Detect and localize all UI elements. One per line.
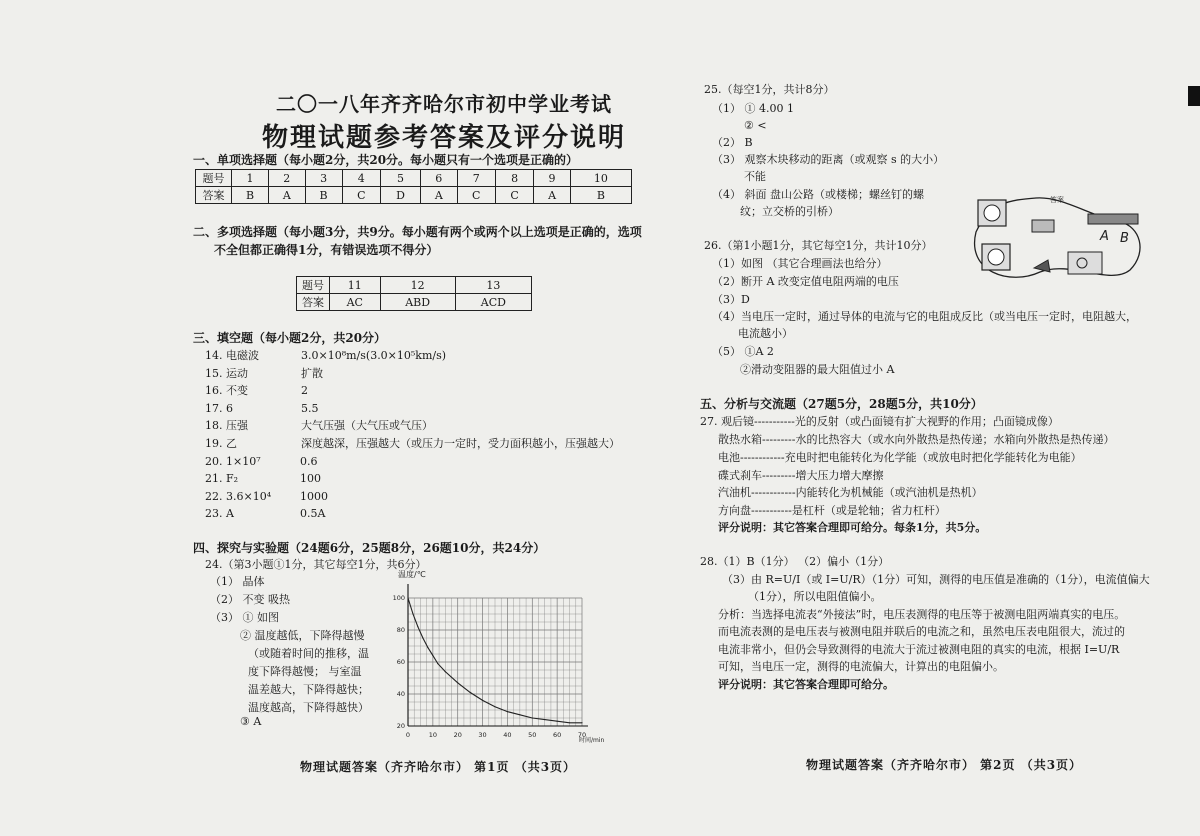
y-tick-label: 100: [392, 594, 405, 602]
table-cell: B: [232, 187, 269, 204]
table-cell: C: [495, 187, 533, 204]
curve-point: [417, 626, 418, 627]
circuit-diagram: [970, 188, 1150, 288]
q26-line: 电流越小）: [738, 327, 793, 340]
curve-point: [445, 671, 446, 672]
q28-line: 可知，当电压一定，测得的电流偏大，计算出的电阻偏小。: [718, 660, 1004, 673]
x-tick-label: 70: [577, 731, 587, 739]
q28-line: 而电流表测的是电压表与被测电阻并联后的电流之和，虽然电压表电阻很大，流过的: [718, 625, 1125, 638]
x-tick-label: 50: [528, 731, 537, 739]
terminal-b-label: B: [1120, 231, 1129, 246]
table-row: [297, 277, 532, 294]
q24-line: （3） ① 如图: [210, 611, 279, 624]
fill-blank-answer: 大气压强（大气压或气压）: [301, 419, 433, 433]
q24-line: 温度越高，下降得越快）: [248, 701, 369, 714]
x-axis-label: 时间/min: [579, 737, 605, 744]
rheostat-icon: [1088, 214, 1138, 224]
x-tick-label: 40: [503, 731, 512, 739]
x-tick-label: 60: [553, 731, 562, 739]
curve-point: [457, 682, 458, 683]
curve-point: [569, 722, 570, 723]
curve-point: [557, 721, 558, 722]
table-cell: B: [305, 187, 342, 204]
table-row: [196, 187, 632, 204]
table-cell: 答案: [297, 294, 330, 311]
section2-heading-line2: 不全但都正确得1分，有错误选项不得分）: [214, 243, 439, 257]
y-tick-label: 20: [396, 722, 405, 730]
fill-blank-number: 14. 电磁波: [205, 349, 259, 362]
right-page: [600, 0, 1200, 836]
q24-line: ③ A: [240, 715, 262, 728]
answer-key-title: 物理试题参考答案及评分说明: [262, 123, 627, 153]
q24-line: 温差越大，下降得越快；: [248, 683, 369, 696]
q26-line: ②滑动变阻器的最大阻值过小 A: [740, 363, 895, 376]
curve-point: [494, 706, 495, 707]
right-page-footer: 物理试题答案（齐齐哈尔市） 第2页 （共3页）: [806, 758, 1083, 772]
section5-heading: 五、分析与交流题（27题5分，28题5分，共10分）: [700, 397, 983, 411]
switch-icon: [1034, 260, 1050, 272]
q27-line: 方向盘-----------是杠杆（或是轮轴；省力杠杆）: [718, 504, 946, 517]
table-cell: 题号: [297, 277, 330, 294]
q24-line: 度下降得越慢； 与室温: [248, 665, 362, 678]
curve-point: [532, 717, 533, 718]
section2-heading-line1: 二、多项选择题（每小题3分，共9分。每小题有两个或两个以上选项是正确的，选项: [193, 225, 642, 239]
curve-point: [422, 637, 423, 638]
fill-blank-number: 23. A: [205, 507, 234, 521]
fill-blank-answer: 1000: [300, 489, 328, 503]
cooling-curve-chart: [386, 568, 605, 748]
table-cell: 12: [380, 277, 455, 294]
q27-line: 散热水箱---------水的比热容大（或水向外散热是热传递；水箱向外散热是热传递）: [718, 433, 1115, 446]
ammeter-dial: [984, 205, 1000, 221]
q24-line: （2） 不变 吸热: [210, 593, 290, 606]
fill-blank-answer: 0.6: [300, 454, 318, 468]
q25-line: ② <: [744, 119, 767, 132]
voltmeter-dial: [988, 249, 1004, 265]
x-tick-label: 30: [478, 731, 487, 739]
curve-point: [412, 613, 413, 614]
q27-line: 电池------------充电时把电能转化为化学能（或放电时把化学能转化为电能）: [718, 451, 1082, 464]
q27-line: 27. 观后镜-----------光的反射（或凸面镜有扩大视野的作用；凸面镜成像）: [700, 415, 1059, 428]
table-cell: C: [457, 187, 495, 204]
resistor-icon: [1032, 220, 1054, 232]
y-tick-label: 60: [396, 658, 405, 666]
section1-heading: 一、单项选择题（每小题2分，共20分。每小题只有一个选项是正确的）: [193, 153, 579, 167]
curve-point: [482, 700, 483, 701]
power-supply-icon: [1068, 252, 1102, 274]
q27-line: 碟式刹车---------增大压力增大摩擦: [718, 469, 884, 482]
q27-line: 汽油机------------内能转化为机械能（或汽油机是热机）: [718, 486, 983, 499]
table-cell: 题号: [196, 170, 232, 187]
fill-blank-answer: 深度越深，压强越大（或压力一定时，受力面积越小，压强越大）: [301, 437, 620, 450]
q25-line: （1） ① 4.00 1: [712, 102, 794, 115]
q26-line: （1）如图 （其它合理画法也给分）: [712, 257, 888, 270]
q24-line: （或随着时间的推移，温: [248, 647, 369, 660]
curve-point: [437, 663, 438, 664]
q26-line: （5） ①A 2: [712, 345, 774, 358]
chart-axes: [408, 584, 588, 726]
q28-line: 分析：当选择电流表“外接法”时，电压表测得的电压等于被测电阻两端真实的电压。: [718, 608, 1126, 621]
q24-line: （1） 晶体: [210, 575, 265, 588]
section4-heading: 四、探究与实验题（24题6分，25题8分，26题10分，共24分）: [193, 541, 546, 555]
table-cell: ACD: [455, 294, 531, 311]
q25-line: 不能: [744, 170, 766, 183]
table-cell: 答案: [196, 187, 232, 204]
fill-blank-number: 21. F₂: [205, 472, 239, 486]
terminal-a-label: A: [1100, 229, 1109, 244]
q26-line: （3）D: [712, 293, 750, 306]
curve-point: [432, 655, 433, 656]
q24-line: ② 温度越低，下降得越慢: [240, 629, 365, 642]
y-tick-label: 80: [396, 626, 405, 634]
fill-blank-number: 18. 压强: [205, 419, 248, 433]
q25-line: 纹；立交桥的引桥）: [740, 205, 839, 218]
fill-blank-number: 17. 6: [205, 401, 233, 415]
curve-point: [581, 722, 582, 723]
q28-line: （1分），所以电阻值偏小。: [748, 590, 882, 603]
curve-point: [519, 714, 520, 715]
table-cell: B: [570, 187, 631, 204]
table-cell: 3: [305, 170, 342, 187]
left-page-footer: 物理试题答案（齐齐哈尔市） 第1页 （共3页）: [300, 760, 577, 774]
fill-blank-number: 22. 3.6×10⁴: [205, 489, 272, 503]
fill-blank-answer: 5.5: [301, 401, 319, 415]
fill-blank-answer: 3.0×10⁸m/s(3.0×10⁵km/s): [301, 349, 447, 362]
scan-edge-mark: [1188, 86, 1200, 106]
fill-blank-answer: 0.5A: [300, 507, 326, 521]
table-cell: 1: [232, 170, 269, 187]
x-tick-label: 10: [428, 731, 437, 739]
fill-blank-answer: 100: [300, 472, 321, 486]
table-cell: 8: [495, 170, 533, 187]
exam-title: 二〇一八年齐齐哈尔市初中学业考试: [276, 92, 612, 116]
table-cell: 7: [457, 170, 495, 187]
q26-line: （2）断开 A 改变定值电阻两端的电压: [712, 275, 899, 288]
table-cell: A: [534, 187, 570, 204]
table-cell: A: [421, 187, 457, 204]
curve-point: [470, 692, 471, 693]
table-cell: 9: [534, 170, 570, 187]
curve-point: [507, 711, 508, 712]
q26-heading: 26.（第1小题1分，其它每空1分，共计10分）: [704, 239, 933, 252]
table-cell: 10: [570, 170, 631, 187]
y-tick-label: 40: [396, 690, 405, 698]
table-cell: 2: [269, 170, 305, 187]
q28-line: 电流非常小，但仍会导致测得的电流大于流过被测电阻的真实的电流，根据 I=U/R: [718, 643, 1120, 656]
q28-line: 28.（1）B（1分） （2）偏小（1分）: [700, 555, 890, 568]
table-cell: ABD: [380, 294, 455, 311]
table-cell: 4: [342, 170, 380, 187]
q25-line: （2） B: [712, 136, 753, 149]
table-cell: AC: [330, 294, 381, 311]
q28-scoring-note: 评分说明：其它答案合理即可给分。: [718, 678, 894, 691]
q25-line: （4） 斜面 盘山公路（或楼梯；螺丝钉的螺: [712, 188, 924, 201]
x-tick-label: 20: [453, 731, 462, 739]
fill-blank-number: 15. 运动: [205, 366, 248, 380]
table-cell: C: [342, 187, 380, 204]
table-cell: 5: [381, 170, 421, 187]
x-tick-label: 0: [405, 731, 411, 739]
fill-blank-answer: 扩散: [301, 366, 323, 380]
q24-heading: 24.（第3小题①1分，其它每空1分，共6分）: [205, 558, 427, 571]
y-axis-label: 温度/℃: [398, 570, 426, 579]
wire-note: 答案: [1050, 196, 1064, 204]
curve-point: [544, 719, 545, 720]
table-cell: A: [269, 187, 305, 204]
table-cell: 13: [455, 277, 531, 294]
curve-point: [407, 597, 408, 598]
q25-line: （3） 观察木块移动的距离（或观察 s 的大小）: [712, 153, 945, 166]
section1-answer-table: [195, 169, 632, 204]
fill-blank-number: 19. 乙: [205, 437, 237, 450]
table-row: [196, 170, 632, 187]
q27-scoring-note: 评分说明：其它答案合理即可给分。每条1分，共5分。: [718, 521, 987, 534]
table-cell: 6: [421, 170, 457, 187]
curve-point: [427, 647, 428, 648]
q28-line: （3）由 R=U/I（或 I=U/R）（1分）可知，测得的电压值是准确的（1分），电流值偏大: [722, 573, 1150, 586]
table-cell: 11: [330, 277, 381, 294]
q26-line: （4）当电压一定时，通过导体的电流与它的电阻成反比（或当电压一定时，电阻越大，: [712, 310, 1137, 323]
fill-blank-number: 20. 1×10⁷: [205, 454, 261, 468]
section2-answer-table: [296, 276, 532, 311]
section3-heading: 三、填空题（每小题2分，共20分）: [193, 331, 387, 345]
table-cell: D: [381, 187, 421, 204]
q25-heading: 25.（每空1分，共计8分）: [704, 83, 835, 96]
fill-blank-answer: 2: [301, 384, 308, 398]
table-row: [297, 294, 532, 311]
fill-blank-number: 16. 不变: [205, 384, 248, 398]
